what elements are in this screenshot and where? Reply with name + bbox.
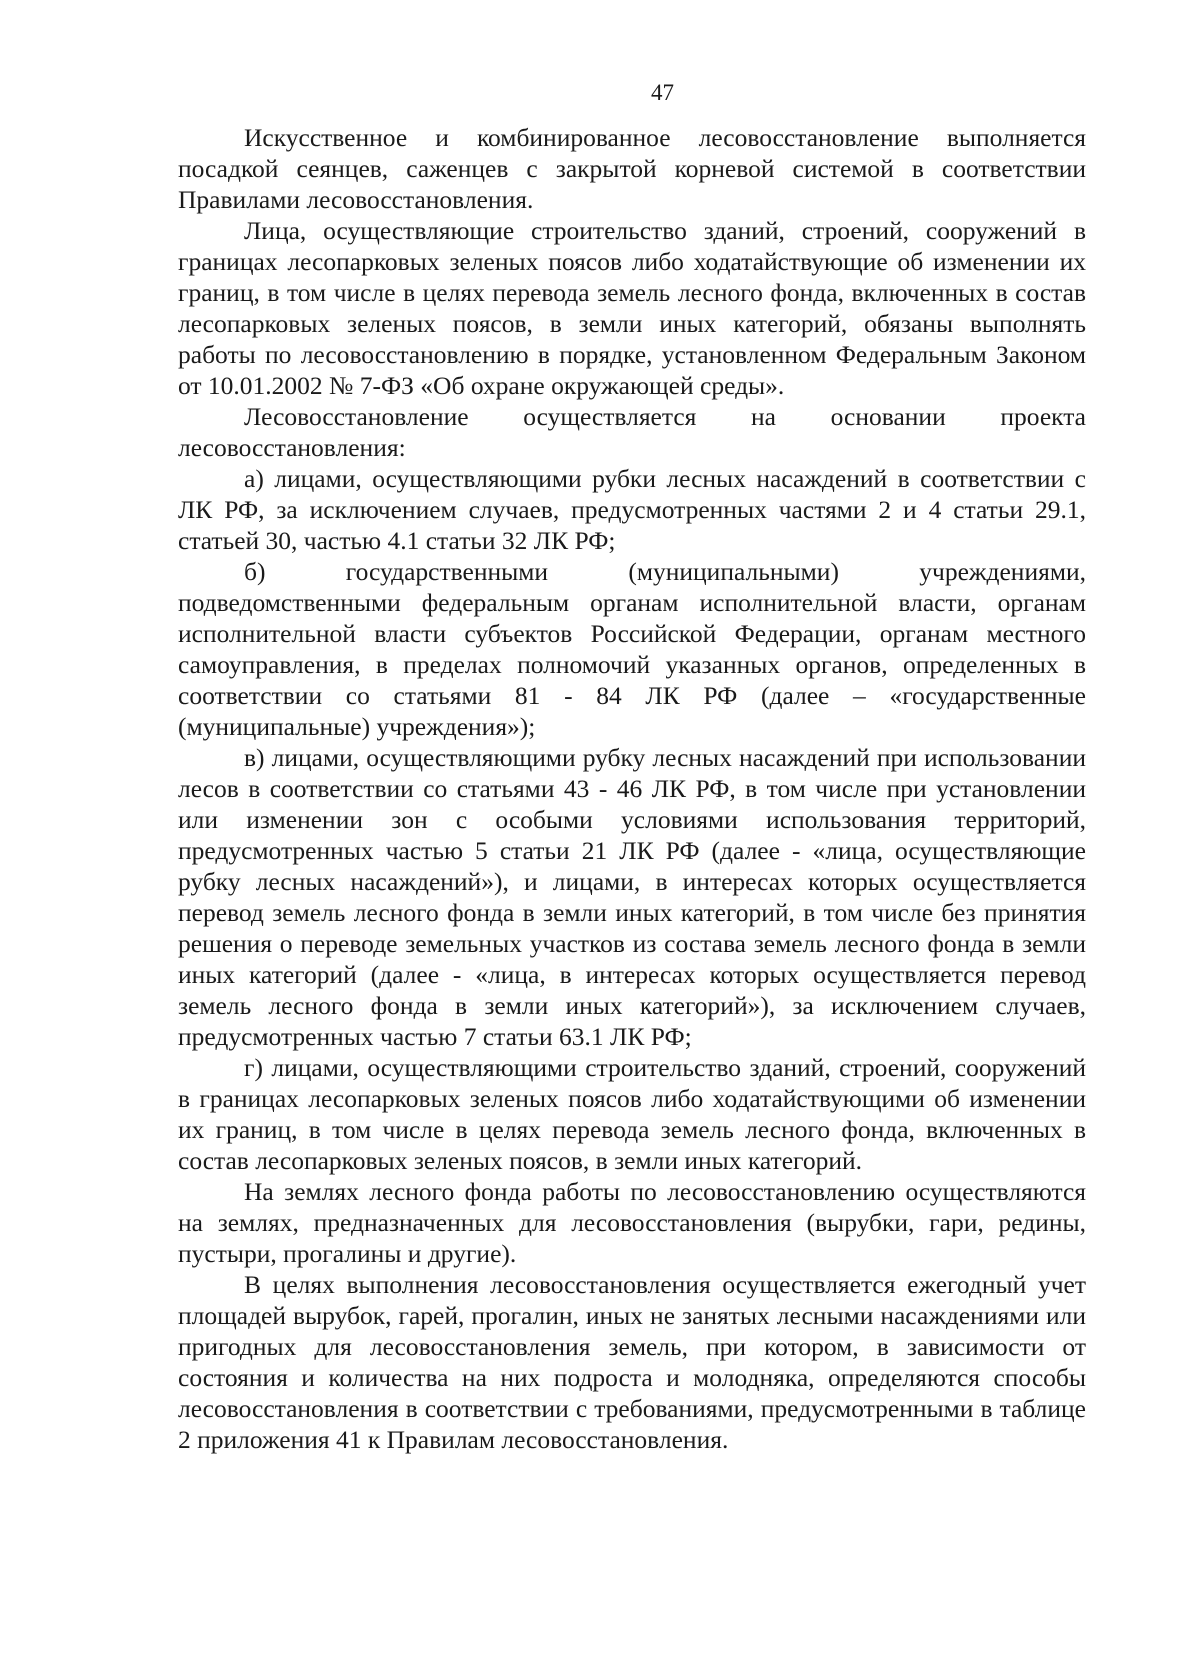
paragraph-reforestation-methods: Искусственное и комбинированное лесовосстановление выполняется посадкой сеянцев, саженцев с закрытой корневой системой в соответствии Правилами лесовосстановления. (178, 123, 1086, 214)
paragraph-reforestation-project-basis: Лесовосстановление осуществляется на основании проекта лесовосстановления: (178, 402, 1086, 462)
list-item-v: в) лицами, осуществляющими рубку лесных насаждений при использовании лесов в соответствии со статьями 43 - 46 ЛК РФ, в том числе при установлении или изменении зон с особыми условиями использования территорий, предусмотренных частью 5 статьи 21 ЛК РФ (далее - «лица, осуществляющие рубку лесных насаждений»), и лицами, в интересах которых осуществляется перевод земель лесного фонда в земли иных категорий, в том числе без принятия решения о переводе земельных участков из состава земель лесного фонда в земли иных категорий (далее - «лица, в интересах которых осуществляется перевод земель лесного фонда в земли иных категорий»), за исключением случаев, предусмотренных частью 7 статьи 63.1 ЛК РФ; (178, 743, 1086, 1051)
list-item-g: г) лицами, осуществляющими строительство зданий, строений, сооружений в границах лесопарковых зеленых поясов либо ходатайствующими об изменении их границ, в том числе в целях перевода земель лесного фонда, включенных в состав лесопарковых зеленых поясов, в земли иных категорий. (178, 1053, 1086, 1175)
paragraph-annual-accounting: В целях выполнения лесовосстановления осуществляется ежегодный учет площадей вырубок, гарей, прогалин, иных не занятых лесными насаждениями или пригодных для лесовосстановления земель, при котором, в зависимости от состояния и количества на них подроста и молодняка, определяются способы лесовосстановления в соответствии с требованиями, предусмотренными в таблице 2 приложения 41 к Правилам лесовосстановления. (178, 1270, 1086, 1454)
list-item-a: а) лицами, осуществляющими рубки лесных насаждений в соответствии с ЛК РФ, за исключением случаев, предусмотренных частями 2 и 4 статьи 29.1, статьей 30, частью 4.1 статьи 32 ЛК РФ; (178, 464, 1086, 555)
page-number: 47 (651, 80, 674, 105)
paragraph-green-belt-obligations: Лица, осуществляющие строительство зданий, строений, сооружений в границах лесопарковых зеленых поясов либо ходатайствующие об изменении их границ, в том числе в целях перевода земель лесного фонда, включенных в состав лесопарковых зеленых поясов, в земли иных категорий, обязаны выполнять работы по лесовосстановлению в порядке, установленном Федеральным Законом от 10.01.2002 № 7-ФЗ «Об охране окружающей среды». (178, 216, 1086, 400)
paragraph-forest-fund-lands: На землях лесного фонда работы по лесовосстановлению осуществляются на землях, предназначенных для лесовосстановления (вырубки, гари, редины, пустыри, прогалины и другие). (178, 1177, 1086, 1268)
document-body (178, 122, 1086, 1455)
list-item-b: б) государственными (муниципальными) учреждениями, подведомственными федеральным органам исполнительной власти, органам исполнительной власти субъектов Российской Федерации, органам местного самоуправления, в пределах полномочий указанных органов, определенных в соответствии со статьями 81 - 84 ЛК РФ (далее – «государственные (муниципальные) учреждения»); (178, 557, 1086, 741)
